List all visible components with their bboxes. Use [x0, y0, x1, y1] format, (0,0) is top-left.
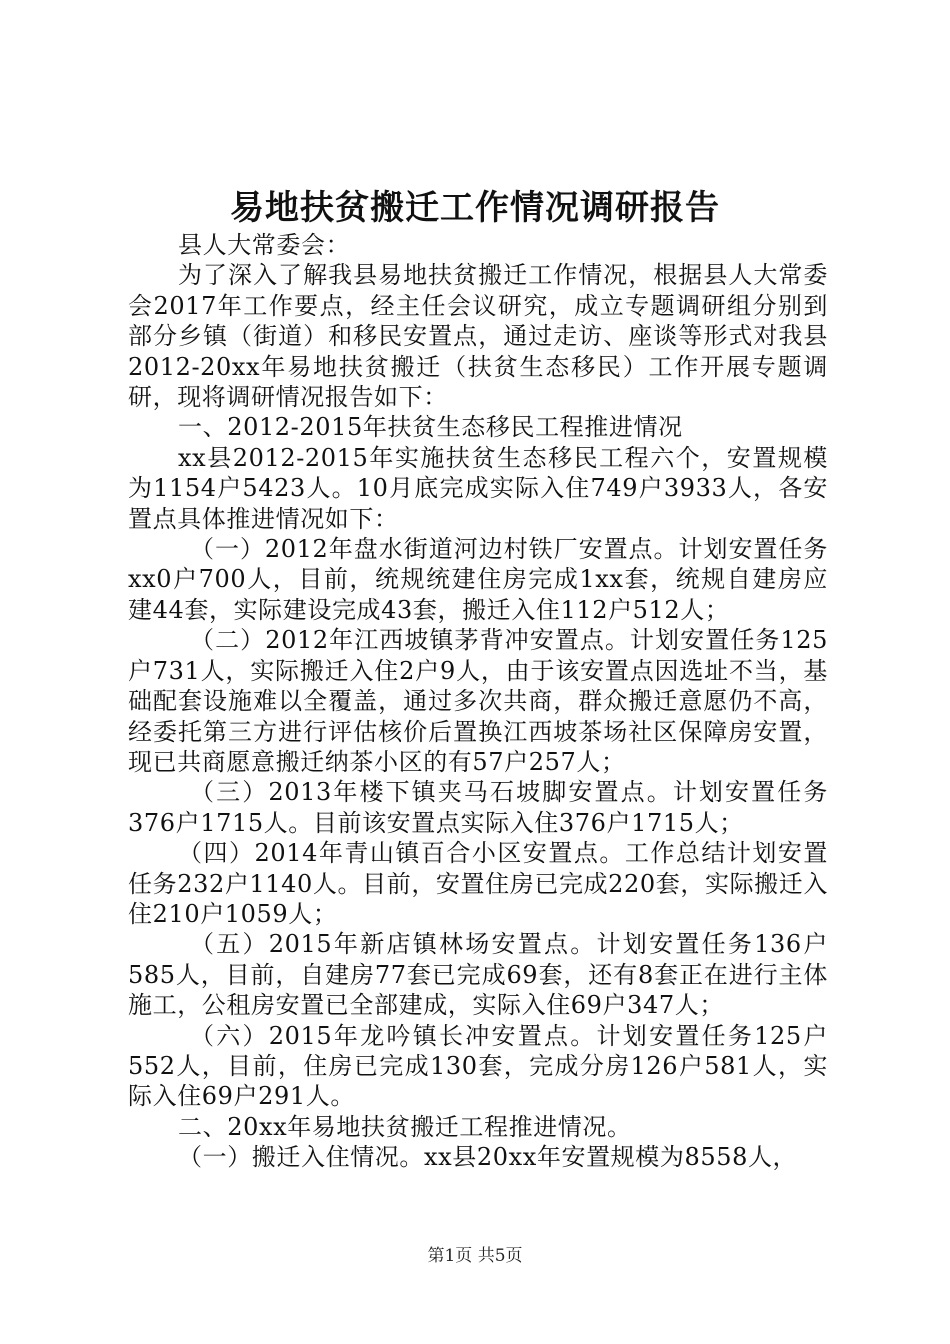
site-item-4: （四）2014年青山镇百合小区安置点。工作总结计划安置任务232户1140人。目前，安置住房已完成220套，实际搬迁入住210户1059人； [128, 839, 828, 928]
section-1-summary: xx县2012-2015年实施扶贫生态移民工程六个，安置规模为1154户5423人。10月底完成实际入住749户3933人，各安置点具体推进情况如下： [128, 443, 828, 533]
intro-paragraph: 为了深入了解我县易地扶贫搬迁工作情况，根据县人大常委会2017年工作要点，经主任会议研究，成立专题调研组分别到部分乡镇（街道）和移民安置点，通过走访、座谈等形式对我县2012-20xx年易地扶贫搬迁（扶贫生态移民）工作开展专题调研，现将调研情况报告如下： [128, 261, 828, 412]
section-heading-1: 一、2012-2015年扶贫生态移民工程推进情况 [178, 413, 683, 442]
site-item-2: （二）2012年江西坡镇茅背冲安置点。计划安置任务125户731人，实际搬迁入住2户9人，由于该安置点因选址不当，基础配套设施难以全覆盖，通过多次共商，群众搬迁意愿仍不高，经委托第三方进行评估核价后置换江西坡茶场社区保障房安置，现已共商愿意搬迁纳茶小区的有57户257人； [128, 626, 828, 776]
document-body [128, 230, 828, 1173]
site-item-6: （六）2015年龙吟镇长冲安置点。计划安置任务125户552人，目前，住房已完成130套，完成分房126户581人，实际入住69户291人。 [128, 1021, 828, 1111]
site-item-1: （一）2012年盘水街道河边村铁厂安置点。计划安置任务xx0户700人，目前，统规统建住房完成1xx套，统规自建房应建44套，实际建设完成43套，搬迁入住112户512人； [128, 535, 828, 624]
document-title: 易地扶贫搬迁工作情况调研报告 [230, 188, 720, 228]
section-heading-2: 二、20xx年易地扶贫搬迁工程推进情况。 [178, 1112, 632, 1141]
page-number-footer: 第1页 共5页 [427, 1246, 523, 1266]
site-item-5: （五）2015年新店镇林场安置点。计划安置任务136户585人，目前，自建房77套已完成69套，还有8套正在进行主体施工，公租房安置已全部建成，实际入住69户347人； [128, 930, 828, 1020]
section-2-item-1: （一）搬迁入住情况。xx县20xx年安置规模为8558人， [178, 1143, 798, 1172]
salutation: 县人大常委会： [178, 231, 351, 259]
site-item-3: （三）2013年楼下镇夹马石坡脚安置点。计划安置任务376户1715人。目前该安置点实际入住376户1715人； [128, 778, 828, 837]
